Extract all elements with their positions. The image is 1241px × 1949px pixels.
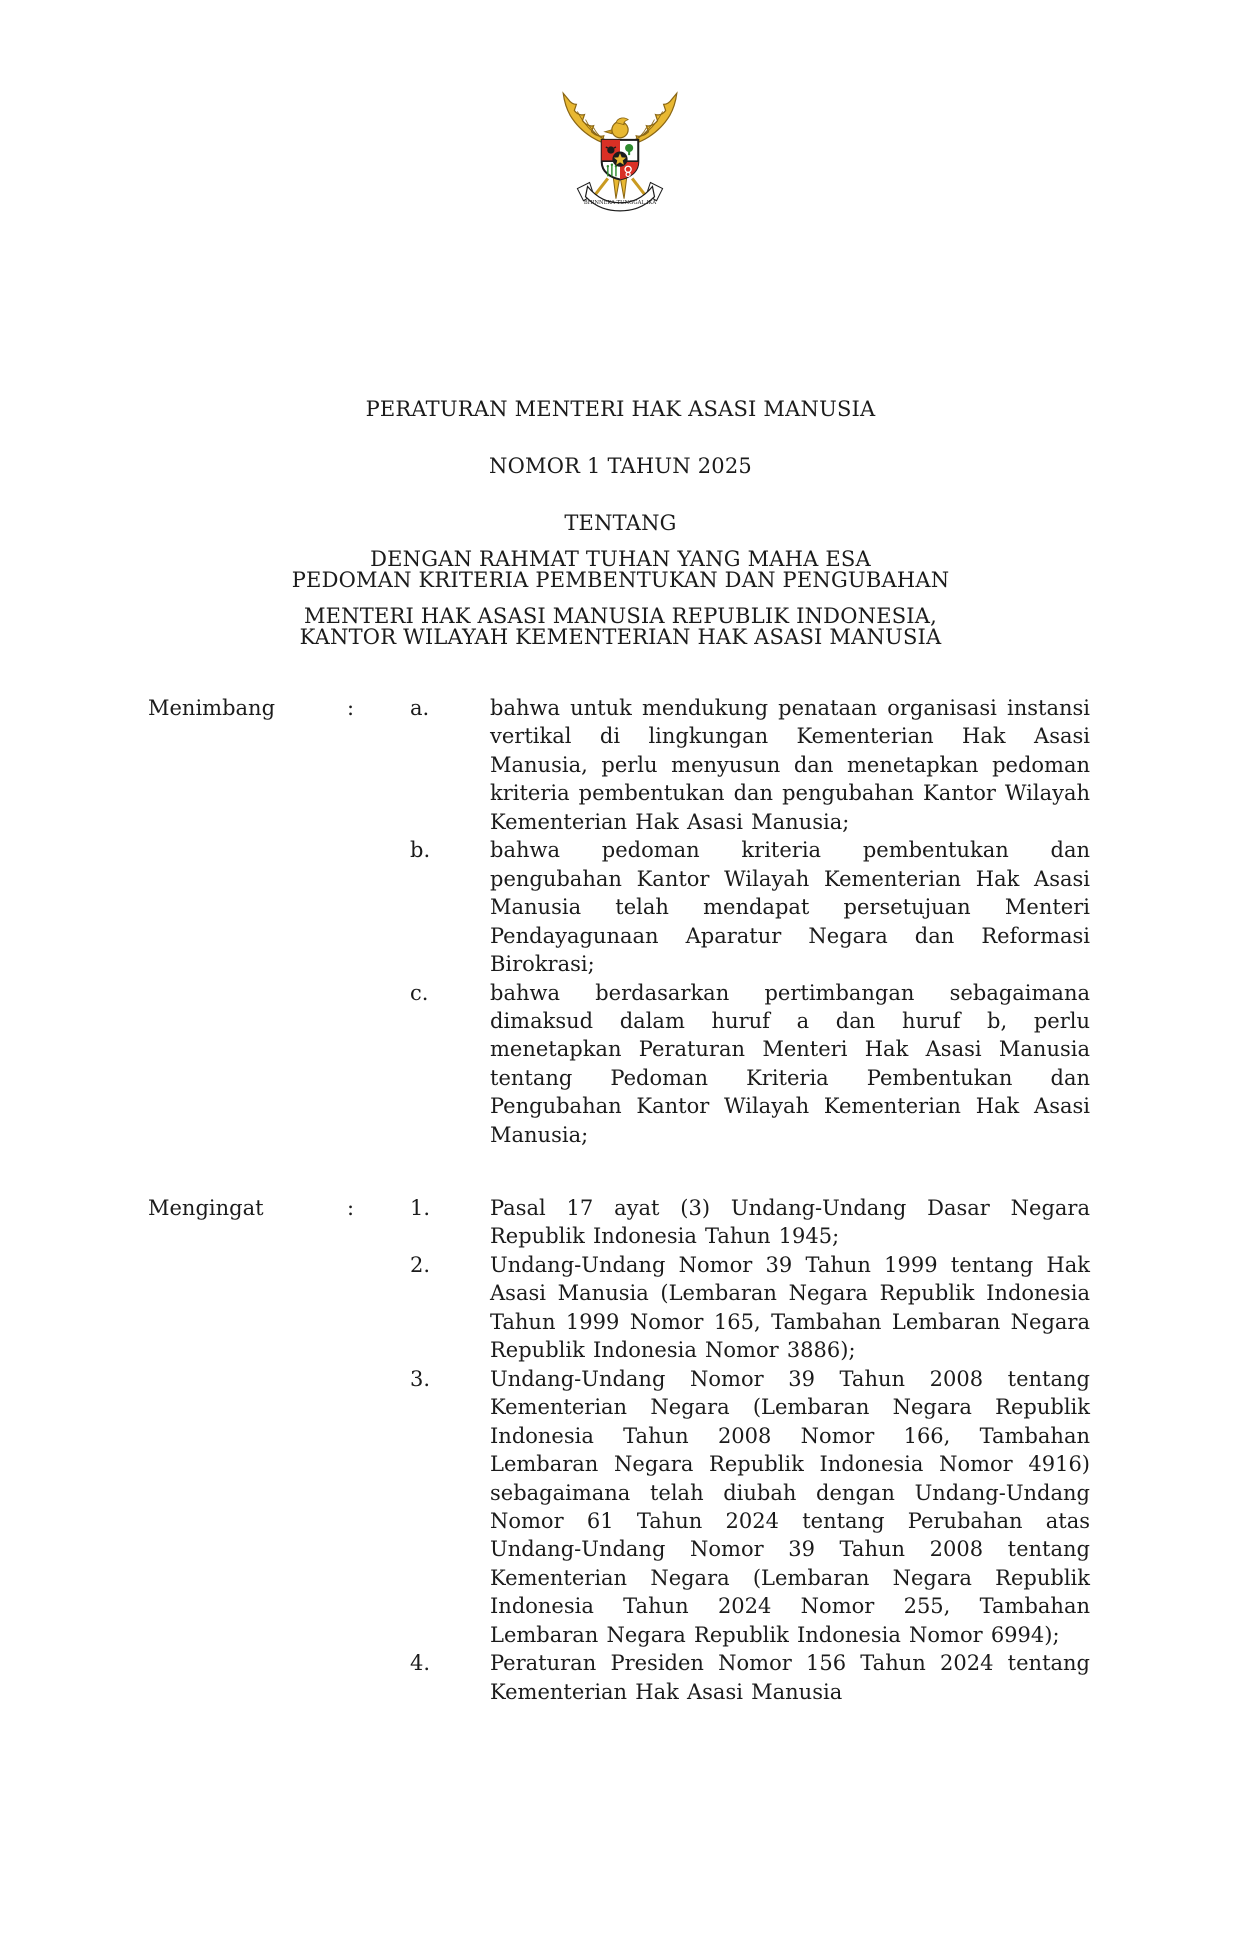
considerations-section [148,694,1090,1149]
garuda-pancasila-icon [549,80,691,216]
legal-basis-item-2 [410,1251,1090,1365]
regulation-title [0,367,1241,679]
item-text: bahwa berdasarkan pertimbangan sebagaimana dimaksud dalam huruf a dan huruf b, perlu menetapkan Peraturan Menteri Hak Asasi Manusia tentang Pedoman Kriteria Pembentukan dan Pengubahan Kantor Wilayah Kementerian Hak Asasi Manusia; [490,980,1090,1147]
item-text: bahwa pedoman kriteria pembentukan dan pengubahan Kantor Wilayah Kementerian Hak Asasi Manusia telah mendapat persetujuan Menteri Pendayagunaan Aparatur Negara dan Reformasi Birokrasi; [490,838,1090,977]
legal-basis-item-3 [410,1365,1090,1650]
authority-line: MENTERI HAK ASASI MANUSIA REPUBLIK INDONESIA, [303,604,938,628]
consideration-item-b [410,836,1090,978]
item-text: bahwa untuk mendukung penataan organisasi instansi vertikal di lingkungan Kementerian Hak Asasi Manusia, perlu menyusun dan menetapkan pedoman kriteria pembentukan dan pengubahan Kantor Wilayah Kementerian Hak Asasi Manusia; [490,696,1090,834]
title-line-issuer: PERATURAN MENTERI HAK ASASI MANUSIA [365,397,876,422]
item-text: Pasal 17 ayat (3) Undang-Undang Dasar Negara Republik Indonesia Tahun 1945; [490,1196,1090,1249]
consideration-item-c [410,979,1090,1150]
title-line-subject-2: KANTOR WILAYAH KEMENTERIAN HAK ASASI MANUSIA [299,624,942,649]
title-line-tentang: TENTANG [564,511,677,536]
motto-ribbon [577,182,662,210]
item-marker: 2. [410,1252,431,1277]
consideration-item-a [410,694,1090,836]
item-text: Peraturan Presiden Nomor 156 Tahun 2024 tentang Kementerian Hak Asasi Manusia [490,1651,1090,1704]
legal-basis-section [148,1194,1090,1706]
item-text: Undang-Undang Nomor 39 Tahun 2008 tentang Kementerian Negara (Lembaran Negara Republik Indonesia Tahun 2008 Nomor 166, Tambahan Lembaran Negara Republik Indonesia Nomor 4916) sebagaimana telah diubah dengan Undang-Undang Nomor 61 Tahun 2024 tentang Perubahan atas Undang-Undang Nomor 39 Tahun 2008 tentang Kementerian Negara (Lembaran Negara Republik Indonesia Tahun 2024 Nomor 255, Tambahan Lembaran Negara Republik Indonesia Nomor 6994); [490,1366,1090,1647]
title-line-subject-1: PEDOMAN KRITERIA PEMBENTUKAN DAN PENGUBAHAN [291,567,950,592]
legal-basis-item-1 [410,1194,1090,1251]
title-line-number: NOMOR 1 TAHUN 2025 [489,454,752,479]
pancasila-shield [602,140,639,180]
section-label-menimbang: Menimbang [148,696,276,720]
item-marker: 3. [410,1366,431,1391]
invocation-line: DENGAN RAHMAT TUHAN YANG MAHA ESA [370,547,871,571]
item-text: Undang-Undang Nomor 39 Tahun 1999 tentang Hak Asasi Manusia (Lembaran Negara Republik Indonesia Tahun 1999 Nomor 165, Tambahan Lembaran Negara Republik Indonesia Nomor 3886); [490,1252,1090,1363]
section-label-mengingat: Mengingat [148,1196,264,1220]
legal-basis-item-4 [410,1649,1090,1706]
section-colon: : [347,1196,355,1220]
motto-text: BHINNEKA TUNGGAL IKA [583,199,657,206]
item-marker: c. [410,980,429,1005]
section-colon: : [347,696,355,720]
item-marker: b. [410,838,431,863]
item-marker: a. [410,696,430,720]
item-marker: 1. [410,1196,431,1220]
garuda-pancasila-emblem [549,80,691,216]
item-marker: 4. [410,1651,431,1676]
